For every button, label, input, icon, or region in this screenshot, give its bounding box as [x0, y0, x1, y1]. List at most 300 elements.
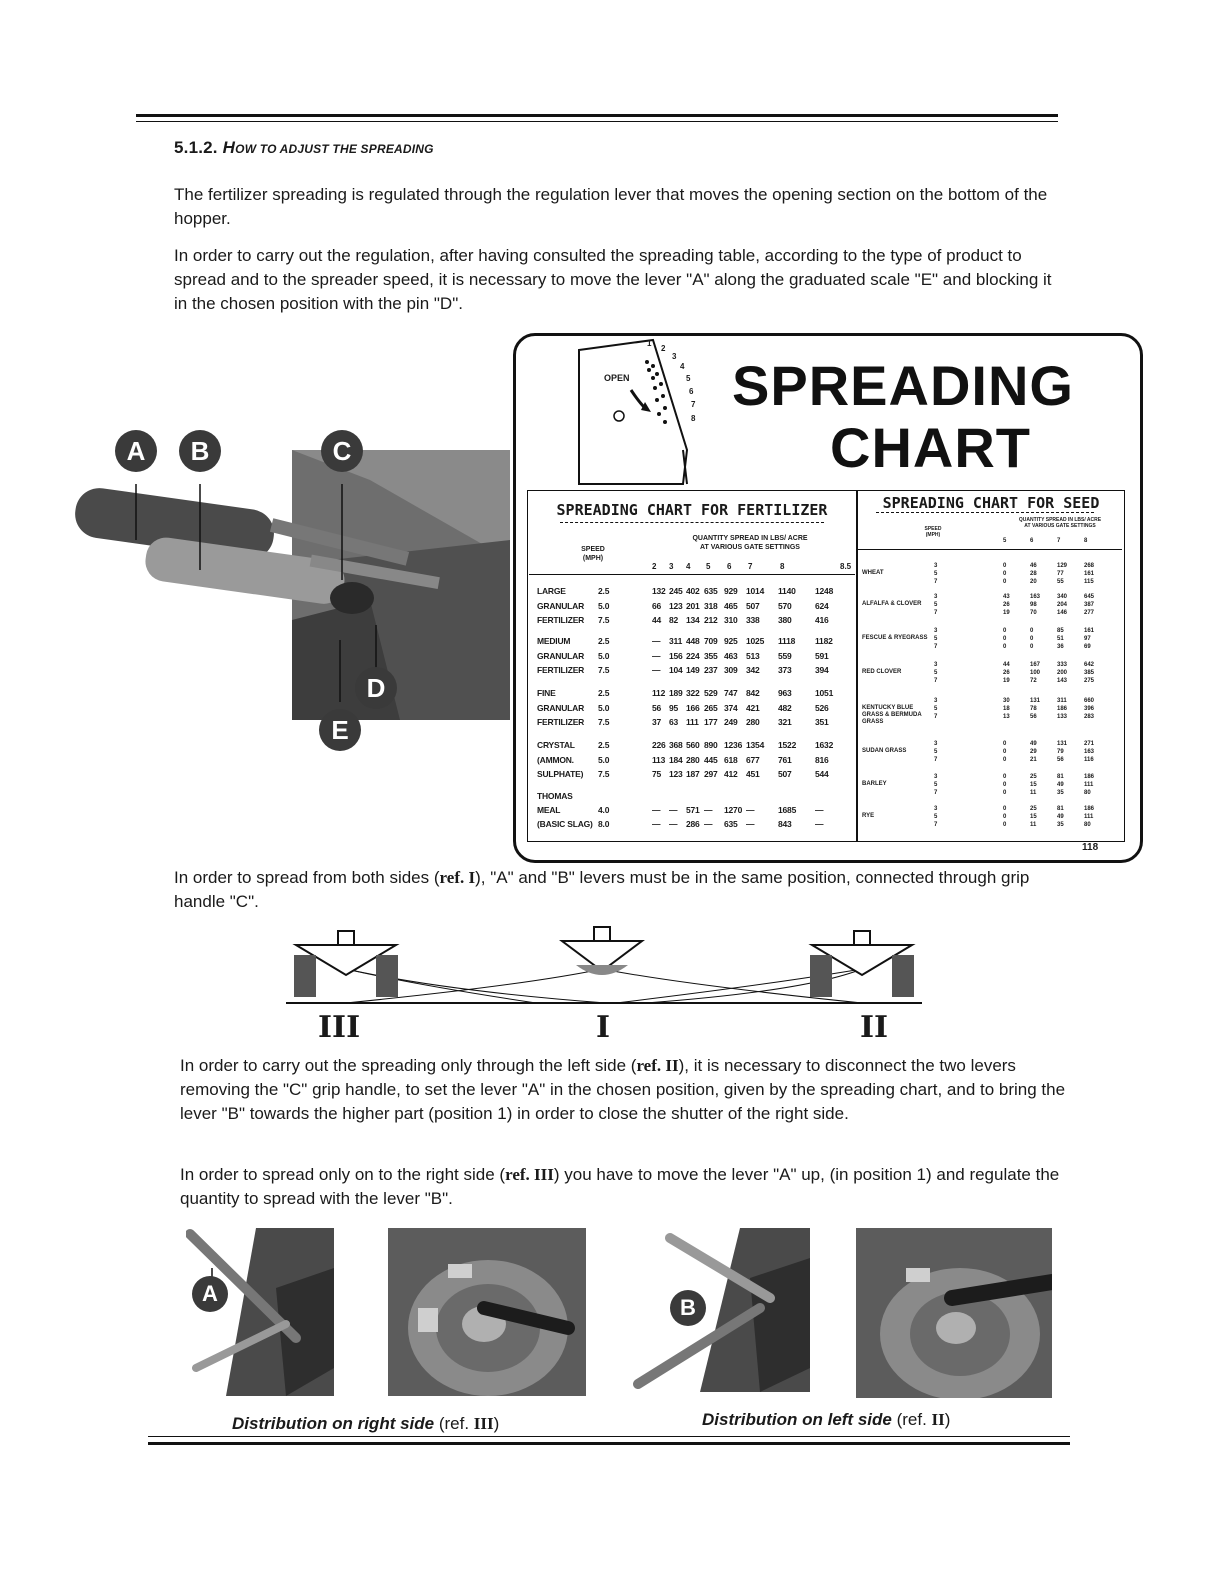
seed-value: 0	[1003, 579, 1007, 585]
seed-speed: 5	[934, 749, 938, 755]
fertilizer-value: 570	[778, 601, 792, 611]
seed-value: 311	[1057, 698, 1067, 704]
fertilizer-value: —	[815, 805, 824, 815]
ref-label-center: I	[596, 1010, 611, 1045]
seed-speed: 5	[934, 706, 938, 712]
seed-value: 161	[1084, 571, 1095, 577]
fertilizer-product-name: GRANULAR	[537, 703, 585, 713]
seed-crop-name: FESCUE & RYEGRASS	[862, 635, 928, 641]
fertilizer-value: —	[815, 819, 824, 829]
seed-value: 49	[1057, 782, 1064, 788]
seed-speed: 3	[934, 628, 938, 634]
fertilizer-product-name: MEAL	[537, 805, 561, 815]
caption-right-side-text: Distribution on right side	[232, 1414, 435, 1433]
seed-value: 80	[1084, 822, 1091, 828]
seed-value: 131	[1030, 698, 1041, 704]
fertilizer-product-name: (AMMON.	[537, 755, 574, 765]
fertilizer-value: 448	[686, 636, 700, 646]
fertilizer-product-name: FERTILIZER	[537, 615, 585, 625]
fertilizer-product-name: SULPHATE)	[537, 769, 584, 779]
fertilizer-value: 925	[724, 636, 738, 646]
seed-value: 277	[1084, 610, 1095, 616]
seed-value: 11	[1030, 822, 1037, 828]
fertilizer-value: 156	[669, 651, 683, 661]
seed-value: 186	[1084, 806, 1095, 812]
fertilizer-value: 212	[704, 615, 718, 625]
dial-number-7: 7	[691, 400, 696, 409]
caption-right-side-ref-a: (ref.	[434, 1414, 474, 1433]
fertilizer-value: 123	[669, 769, 683, 779]
fertilizer-value: 1685	[778, 805, 797, 815]
dial-number-8: 8	[691, 414, 696, 423]
seed-value: 0	[1003, 749, 1007, 755]
callout-b: B	[179, 430, 221, 472]
top-rule-thick	[136, 114, 1058, 117]
bottom-rule-thin	[148, 1436, 1070, 1437]
fertilizer-value: 224	[686, 651, 700, 661]
seed-value: 0	[1003, 644, 1007, 650]
seed-value: 116	[1084, 757, 1094, 763]
seed-value: 35	[1057, 822, 1064, 828]
fertilizer-gate-6: 8	[780, 562, 785, 571]
fertilizer-value: 394	[815, 665, 829, 675]
spread-pattern-drawing	[286, 925, 926, 1009]
fertilizer-value: 373	[778, 665, 792, 675]
fertilizer-value: 338	[746, 615, 760, 625]
fertilizer-value: 929	[724, 586, 738, 596]
seed-speed: 5	[934, 782, 938, 788]
seed-value: 0	[1003, 563, 1007, 569]
dial-number-3: 3	[672, 352, 677, 361]
seed-value: 69	[1084, 644, 1091, 650]
caption-right-side-ref-num: III	[473, 1414, 494, 1433]
seed-speed: 5	[934, 814, 938, 820]
fertilizer-value: 286	[686, 819, 700, 829]
paragraph-regulation-lever: The fertilizer spreading is regulated through the regulation lever that moves the opening section on the bottom of the hopper.	[174, 185, 1048, 228]
seed-value: 167	[1030, 662, 1041, 668]
seed-value: 30	[1003, 698, 1010, 704]
fertilizer-value: 482	[778, 703, 792, 713]
seed-value: 0	[1030, 636, 1034, 642]
fertilizer-value: 112	[652, 688, 666, 698]
seed-value: 79	[1057, 749, 1064, 755]
callout-a-bottom: A	[192, 1276, 228, 1312]
seed-value: 645	[1084, 594, 1095, 600]
fertilizer-value: 402	[686, 586, 700, 596]
seed-value: 81	[1057, 774, 1064, 780]
photo-gate-left-drawing	[856, 1228, 1052, 1398]
caption-right-side	[232, 1414, 499, 1434]
fertilizer-value: 1025	[746, 636, 765, 646]
seed-value: 20	[1030, 579, 1037, 585]
caption-left-side-text: Distribution on left side	[702, 1410, 892, 1429]
p5-text-b: ) you have to move the lever "A" up, (in position 1) and regulate the quantity to spread with the lever "B".	[180, 1165, 1060, 1208]
fertilizer-value: 37	[652, 717, 662, 727]
fertilizer-value: 201	[686, 601, 700, 611]
dial-number-4: 4	[680, 362, 685, 371]
seed-speed: 5	[934, 571, 938, 577]
fertilizer-speed: 2.5	[598, 586, 610, 596]
fertilizer-gate-4: 6	[727, 562, 732, 571]
fertilizer-value: —	[704, 819, 713, 829]
fertilizer-value: —	[704, 805, 713, 815]
fertilizer-value: 111	[686, 717, 699, 727]
fertilizer-value: 890	[704, 740, 718, 750]
fertilizer-value: 513	[746, 651, 760, 661]
seed-quantity-line1: QUANTITY SPREAD IN LBS/ ACRE	[1018, 517, 1102, 523]
seed-value: 0	[1003, 571, 1007, 577]
dial-number-2: 2	[661, 344, 666, 353]
seed-crop-name: WHEAT	[862, 570, 884, 576]
seed-value: 35	[1057, 790, 1064, 796]
fertilizer-value: 249	[724, 717, 738, 727]
seed-speed-text: SPEED	[924, 526, 942, 532]
fertilizer-value: 66	[652, 601, 662, 611]
fertilizer-value: 95	[669, 703, 679, 713]
fertilizer-value: 445	[704, 755, 718, 765]
caption-left-side	[702, 1410, 950, 1430]
seed-value: 0	[1030, 628, 1034, 634]
seed-table-heading: SPREADING CHART FOR SEED	[882, 494, 1100, 512]
seed-value: 18	[1003, 706, 1010, 712]
seed-speed: 7	[934, 757, 938, 763]
fertilizer-value: 75	[652, 769, 662, 779]
seed-value: 111	[1084, 814, 1094, 820]
fertilizer-value: 560	[686, 740, 700, 750]
seed-speed: 3	[934, 774, 938, 780]
fertilizer-product-name: FERTILIZER	[537, 717, 585, 727]
fertilizer-product-name: CRYSTAL	[537, 740, 575, 750]
seed-value: 186	[1057, 706, 1068, 712]
fertilizer-value: 1051	[815, 688, 834, 698]
seed-value: 28	[1030, 571, 1037, 577]
gate-dial	[575, 338, 715, 488]
callout-d: D	[355, 667, 397, 709]
fertilizer-value: 635	[704, 586, 718, 596]
seed-value: 70	[1030, 610, 1037, 616]
seed-value: 387	[1084, 602, 1095, 608]
fertilizer-value: —	[746, 805, 755, 815]
seed-value: 51	[1057, 636, 1064, 642]
callout-c: C	[321, 430, 363, 472]
fertilizer-value: 571	[686, 805, 700, 815]
dial-number-1: 1	[647, 339, 652, 348]
fertilizer-value: 123	[669, 601, 683, 611]
fertilizer-heading-underline	[560, 522, 824, 523]
seed-gate-2: 7	[1057, 538, 1061, 544]
seed-value: 55	[1057, 579, 1064, 585]
fertilizer-value: 1354	[746, 740, 765, 750]
fertilizer-value: 82	[669, 615, 679, 625]
fertilizer-value: 1014	[746, 586, 765, 596]
seed-value: 333	[1057, 662, 1068, 668]
seed-value: 80	[1084, 790, 1091, 796]
lever-photo	[70, 440, 510, 720]
seed-value: 29	[1030, 749, 1037, 755]
seed-value: 81	[1057, 806, 1064, 812]
seed-speed: 3	[934, 563, 938, 569]
fertilizer-value: 311	[669, 636, 683, 646]
caption-left-side-ref-b: )	[944, 1410, 951, 1429]
seed-value: 385	[1084, 670, 1095, 676]
seed-value: 36	[1057, 644, 1064, 650]
seed-speed: 7	[934, 610, 938, 616]
fertilizer-value: 166	[686, 703, 700, 713]
fertilizer-value: 416	[815, 615, 829, 625]
seed-value: 100	[1030, 670, 1041, 676]
seed-speed: 7	[934, 714, 938, 720]
section-title-first: H	[222, 138, 236, 157]
seed-value: 129	[1057, 563, 1068, 569]
seed-gate-0: 5	[1003, 538, 1007, 544]
photo-lever-b	[630, 1228, 810, 1392]
seed-value: 25	[1030, 806, 1037, 812]
fertilizer-value: —	[669, 805, 678, 815]
seed-value: 111	[1084, 782, 1094, 788]
seed-header-rule	[858, 549, 1122, 550]
seed-value: 268	[1084, 563, 1095, 569]
photo-lever-a	[186, 1228, 334, 1396]
fertilizer-value: —	[669, 819, 678, 829]
seed-value: 72	[1030, 678, 1037, 684]
seed-crop-name: RED CLOVER	[862, 669, 902, 675]
seed-value: 275	[1084, 678, 1095, 684]
fertilizer-speed: 5.0	[598, 703, 610, 713]
fertilizer-gate-5: 7	[748, 562, 753, 571]
seed-value: 26	[1003, 670, 1010, 676]
seed-value: 0	[1003, 757, 1007, 763]
fertilizer-speed: 7.5	[598, 717, 610, 727]
fertilizer-quantity-line1: QUANTITY SPREAD IN LBS/ ACRE	[692, 535, 808, 542]
fertilizer-value: 412	[724, 769, 738, 779]
seed-value: 0	[1003, 741, 1007, 747]
fertilizer-value: 237	[704, 665, 718, 675]
seed-value: 15	[1030, 814, 1037, 820]
chart-title-chart: CHART	[830, 416, 1031, 479]
seed-value: 56	[1057, 757, 1064, 763]
fertilizer-value: 761	[778, 755, 792, 765]
seed-value: 204	[1057, 602, 1068, 608]
fertilizer-value: 318	[704, 601, 718, 611]
fertilizer-value: 1236	[724, 740, 743, 750]
paragraph-left-side	[180, 1054, 1070, 1126]
chart-page-number: 118	[1082, 842, 1099, 853]
seed-value: 143	[1057, 678, 1068, 684]
fertilizer-speed: 5.0	[598, 601, 610, 611]
seed-value: 133	[1057, 714, 1068, 720]
spreader-left	[294, 931, 398, 997]
seed-value: 56	[1030, 714, 1037, 720]
fertilizer-speed: 2.5	[598, 688, 610, 698]
spread-pattern-diagram	[286, 925, 926, 1009]
ref-label-right: II	[860, 1010, 889, 1045]
fertilizer-value: 184	[669, 755, 683, 765]
section-title	[174, 138, 434, 158]
fertilizer-value: 280	[746, 717, 760, 727]
seed-speed: 5	[934, 670, 938, 676]
seed-value: 49	[1057, 814, 1064, 820]
seed-value: 115	[1084, 579, 1094, 585]
seed-crop-name: RYE	[862, 813, 875, 819]
seed-speed: 7	[934, 579, 938, 585]
fertilizer-gate-2: 4	[686, 562, 691, 571]
fertilizer-value: 526	[815, 703, 829, 713]
seed-value: 131	[1057, 741, 1068, 747]
fertilizer-gate-7: 8.5	[840, 562, 852, 571]
seed-value: 146	[1057, 610, 1068, 616]
fertilizer-value: 245	[669, 586, 683, 596]
fertilizer-product-name: THOMAS	[537, 791, 573, 801]
fertilizer-value: 507	[778, 769, 792, 779]
fertilizer-value: 507	[746, 601, 760, 611]
seed-value: 44	[1003, 662, 1010, 668]
fertilizer-value: 226	[652, 740, 666, 750]
gate-dial-drawing	[575, 338, 715, 488]
fertilizer-gate-3: 5	[706, 562, 711, 571]
seed-speed: 7	[934, 644, 938, 650]
fertilizer-speed: 5.0	[598, 651, 610, 661]
fertilizer-product-name: (BASIC SLAG)	[537, 819, 593, 829]
fertilizer-product-name: MEDIUM	[537, 636, 571, 646]
fertilizer-value: —	[652, 805, 661, 815]
fertilizer-speed: 2.5	[598, 636, 610, 646]
fertilizer-value: 591	[815, 651, 829, 661]
seed-value: 19	[1003, 610, 1010, 616]
fertilizer-value: 1248	[815, 586, 834, 596]
seed-speed: 3	[934, 741, 938, 747]
dial-open-label: OPEN	[604, 373, 630, 383]
fertilizer-speed-unit: (MPH)	[582, 555, 604, 562]
caption-left-side-ref-num: II	[931, 1410, 945, 1429]
seed-value: 15	[1030, 782, 1037, 788]
p5-ref: ref. III	[505, 1165, 554, 1184]
fertilizer-value: 44	[652, 615, 662, 625]
section-title-rest: OW TO ADJUST THE SPREADING	[235, 142, 434, 156]
caption-left-side-ref-a: (ref.	[891, 1410, 932, 1429]
fertilizer-product-name: GRANULAR	[537, 601, 585, 611]
seed-value: 0	[1003, 790, 1007, 796]
seed-value: 161	[1084, 628, 1095, 634]
seed-value: 98	[1030, 602, 1037, 608]
fertilizer-value: —	[652, 819, 661, 829]
photo-lever-a-drawing	[186, 1228, 334, 1396]
seed-value: 0	[1003, 806, 1007, 812]
fertilizer-value: 189	[669, 688, 683, 698]
paragraph-right-side	[180, 1163, 1070, 1211]
fertilizer-value: 843	[778, 819, 792, 829]
paragraph-regulation-steps: In order to carry out the regulation, after having consulted the spreading table, according to the type of product to spread and to the spreader speed, it is necessary to move the lever "A" along the graduated scale "E" and blocking it in the chosen position with the pin "D".	[174, 246, 1052, 313]
fertilizer-value: 635	[724, 819, 738, 829]
fertilizer-speed: 4.0	[598, 805, 610, 815]
seed-value: 85	[1057, 628, 1064, 634]
fertilizer-value: 677	[746, 755, 760, 765]
paragraph-both-sides	[174, 866, 1064, 914]
fertilizer-value: 624	[815, 601, 829, 611]
section-number: 5.1.2.	[174, 138, 218, 157]
seed-speed: 7	[934, 822, 938, 828]
fertilizer-value: 1118	[778, 636, 796, 646]
seed-value: 0	[1030, 644, 1034, 650]
fertilizer-value: 187	[686, 769, 700, 779]
seed-speed: 7	[934, 678, 938, 684]
seed-quantity-label	[990, 517, 1130, 529]
fertilizer-speed: 7.5	[598, 615, 610, 625]
seed-value: 97	[1084, 636, 1091, 642]
seed-speed: 5	[934, 602, 938, 608]
fertilizer-value: 463	[724, 651, 738, 661]
chart-title-spreading: SPREADING	[732, 354, 1074, 417]
fertilizer-value: 355	[704, 651, 718, 661]
seed-value: 46	[1030, 563, 1037, 569]
fertilizer-value: 374	[724, 703, 738, 713]
fertilizer-value: 451	[746, 769, 760, 779]
seed-value: 396	[1084, 706, 1095, 712]
p3-text-a: In order to spread from both sides (	[174, 868, 440, 887]
seed-speed-label	[918, 526, 948, 538]
fertilizer-speed: 5.0	[598, 755, 610, 765]
photo-lever-b-drawing	[630, 1228, 810, 1392]
spreader-center	[562, 927, 642, 975]
fertilizer-value: 297	[704, 769, 718, 779]
seed-value: 200	[1057, 670, 1068, 676]
seed-crop-name: KENTUCKY BLUE GRASS & BERMUDA GRASS	[862, 705, 922, 725]
fertilizer-value: 309	[724, 665, 738, 675]
dial-number-5: 5	[686, 374, 691, 383]
fertilizer-product-name: GRANULAR	[537, 651, 585, 661]
fertilizer-value: 351	[815, 717, 829, 727]
p4-text-a: In order to carry out the spreading only through the left side (	[180, 1056, 637, 1075]
fertilizer-value: 963	[778, 688, 792, 698]
fertilizer-value: 559	[778, 651, 792, 661]
fertilizer-product-name: LARGE	[537, 586, 566, 596]
fertilizer-value: 1270	[724, 805, 743, 815]
seed-value: 21	[1030, 757, 1037, 763]
fertilizer-value: 321	[778, 717, 792, 727]
seed-speed: 3	[934, 662, 938, 668]
fertilizer-value: 842	[746, 688, 760, 698]
seed-value: 25	[1030, 774, 1037, 780]
fertilizer-value: 1140	[778, 586, 796, 596]
seed-quantity-line2: AT VARIOUS GATE SETTINGS	[1024, 523, 1096, 529]
p3-ref: ref. I	[439, 868, 476, 887]
fertilizer-gate-1: 3	[669, 562, 674, 571]
seed-value: 0	[1003, 636, 1007, 642]
fertilizer-product-name: FERTILIZER	[537, 665, 585, 675]
photo-gate-right-drawing	[388, 1228, 586, 1396]
bottom-rule-thick	[148, 1442, 1070, 1445]
seed-value: 13	[1003, 714, 1010, 720]
p4-text-b: ), it is necessary to disconnect the two levers removing the "C" grip handle, to set the lever "A" in the chosen position, given by the spreading chart, and to bring the lever "B" towards the higher part (position 1) in order to close the shutter of the right side.	[180, 1056, 1066, 1123]
seed-value: 0	[1003, 782, 1007, 788]
seed-value: 0	[1003, 814, 1007, 820]
seed-value: 77	[1057, 571, 1064, 577]
top-rule-thin	[136, 121, 1058, 122]
seed-value: 163	[1030, 594, 1041, 600]
fertilizer-value: 618	[724, 755, 738, 765]
spreader-right	[810, 931, 914, 997]
seed-speed: 3	[934, 806, 938, 812]
fertilizer-quantity-line2: AT VARIOUS GATE SETTINGS	[700, 544, 800, 551]
seed-crop-name: BARLEY	[862, 781, 887, 787]
fertilizer-gate-settings-row	[0, 562, 1224, 574]
fertilizer-value: 56	[652, 703, 662, 713]
seed-heading-underline	[876, 512, 1094, 513]
fertilizer-value: —	[652, 651, 661, 661]
fertilizer-value: —	[652, 636, 661, 646]
seed-speed-unit: (MPH)	[925, 532, 941, 538]
fertilizer-value: 63	[669, 717, 679, 727]
fertilizer-value: 104	[669, 665, 683, 675]
